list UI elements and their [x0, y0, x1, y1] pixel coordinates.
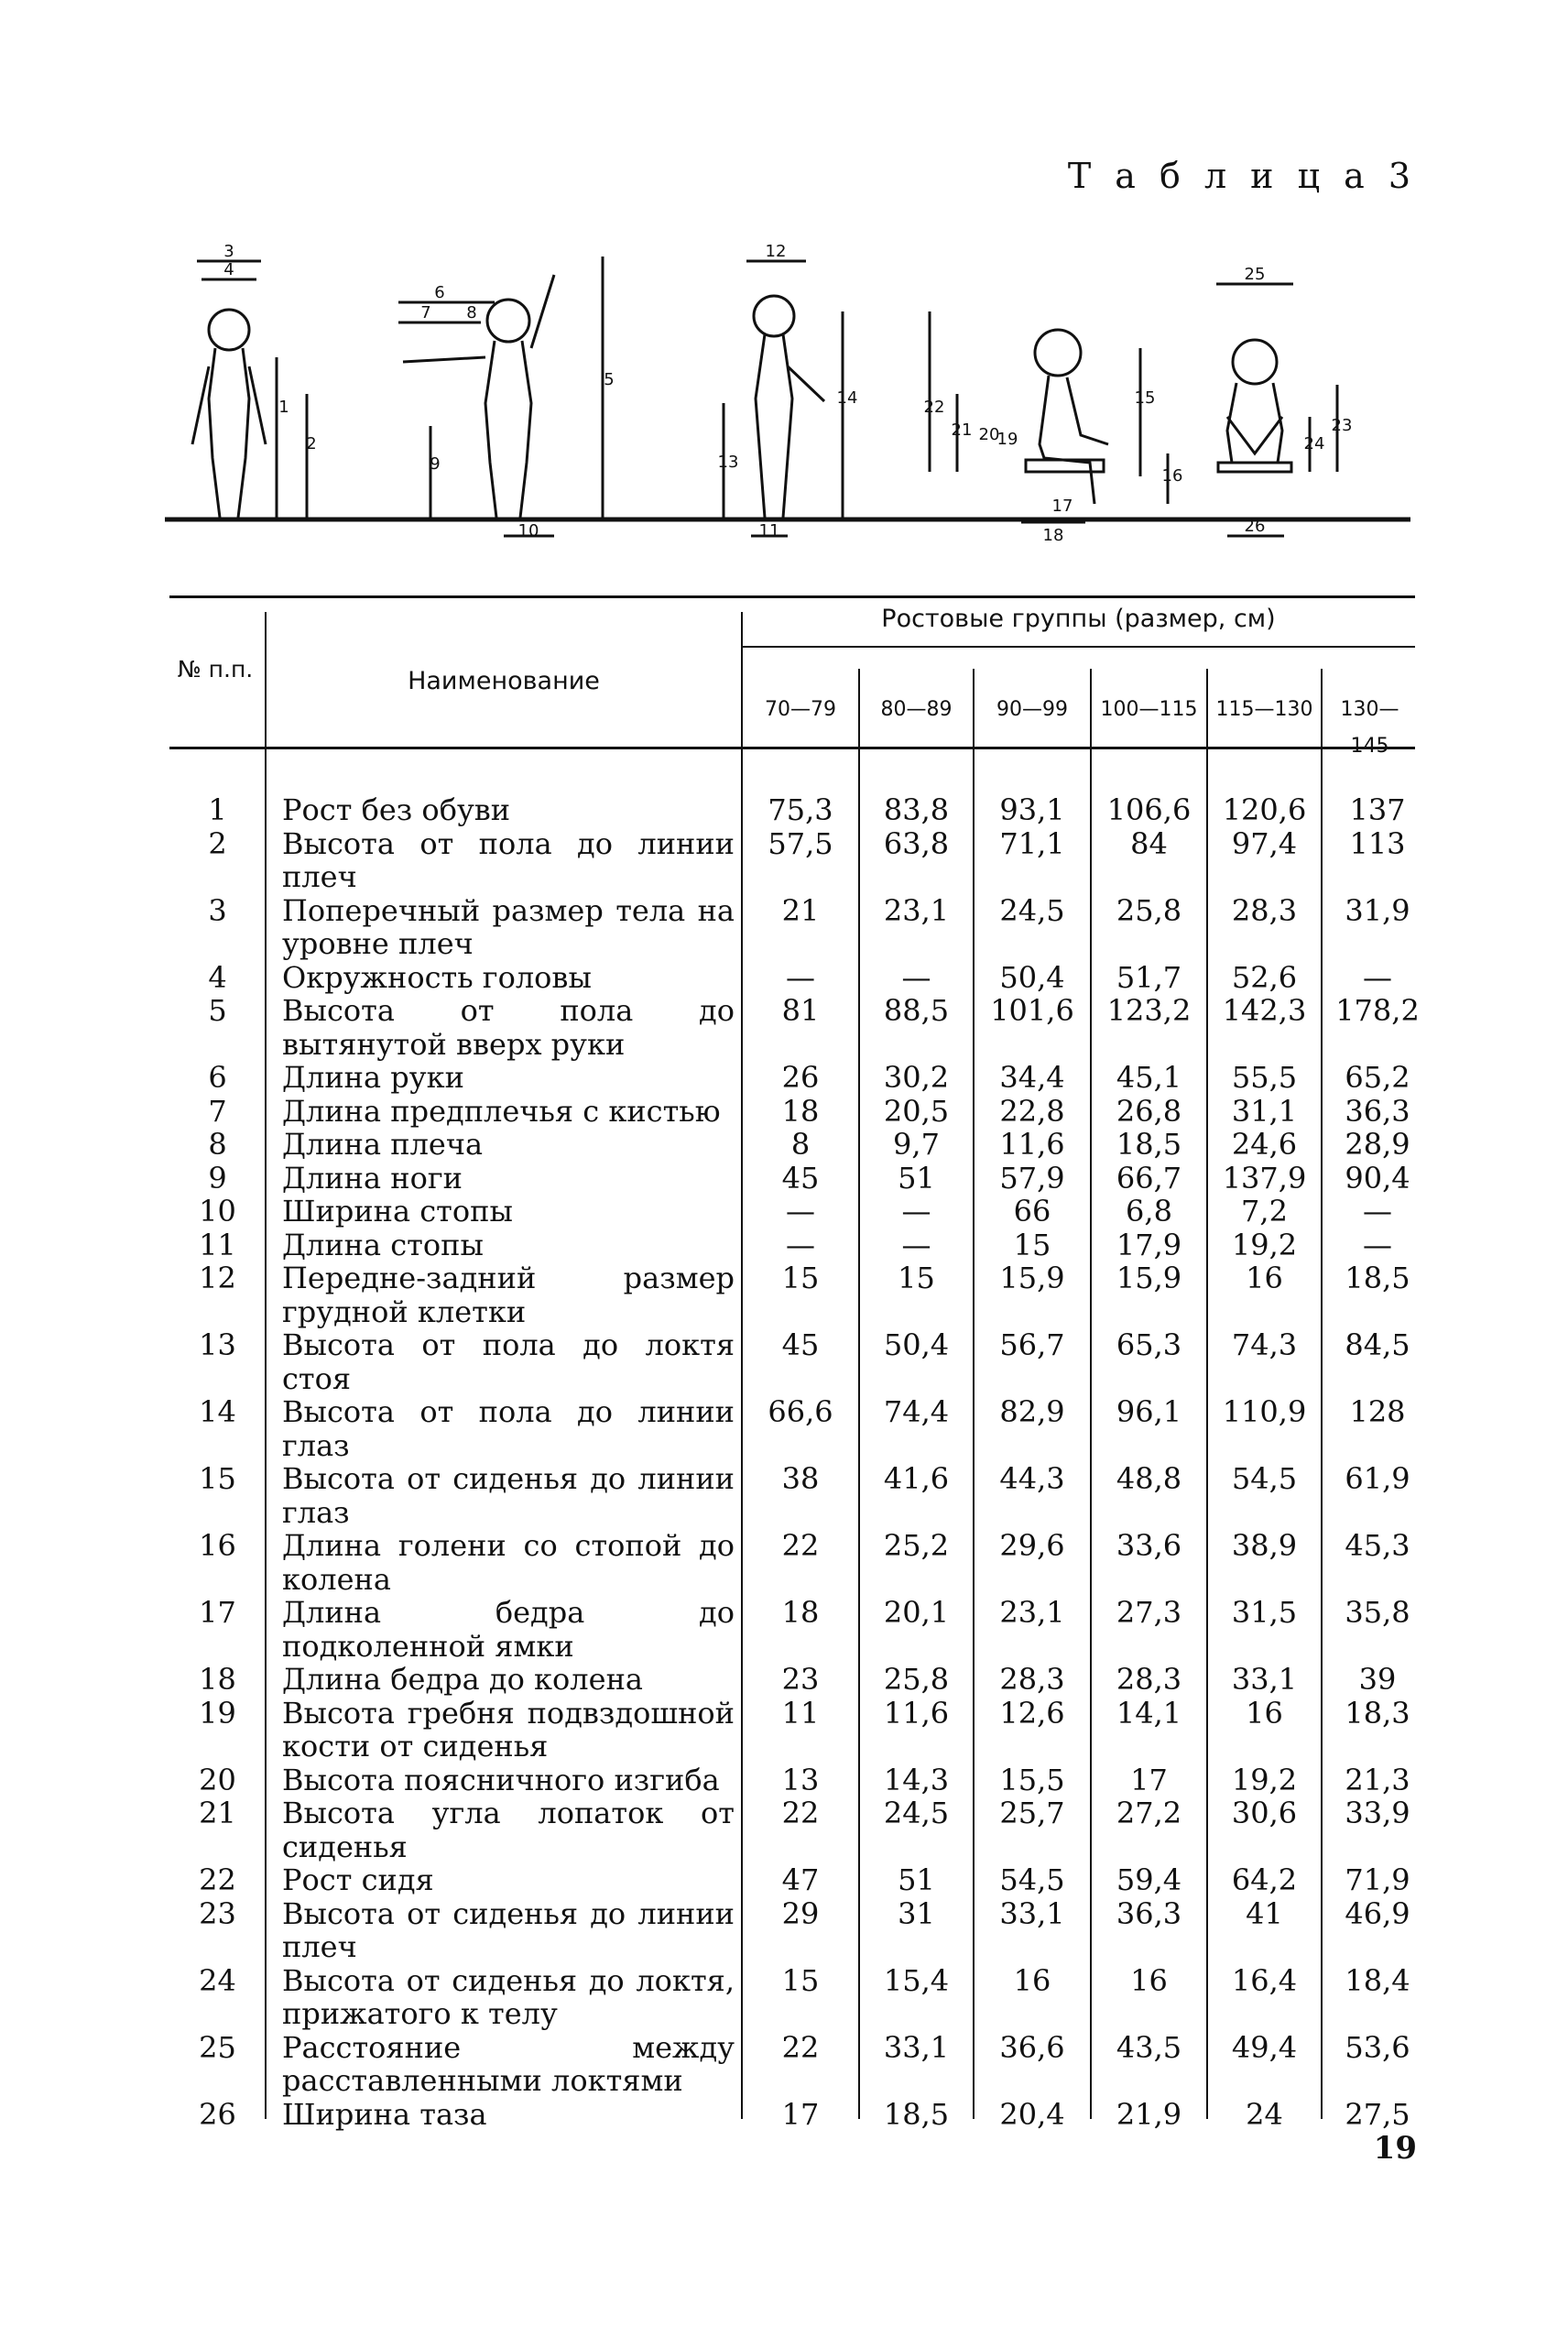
row-value: 38,9: [1231, 1528, 1298, 1563]
dimension-label: 26: [1244, 517, 1266, 536]
row-value: —: [1363, 959, 1392, 995]
table-row: [169, 1462, 1415, 1529]
row-value: 24,5: [883, 1796, 950, 1830]
row-value: 66: [1013, 1194, 1051, 1229]
row-name: Высота от пола до вытянутой вверх руки: [282, 993, 735, 1062]
row-value: 30,6: [1231, 1796, 1298, 1830]
row-value: 21,3: [1345, 1762, 1410, 1797]
table-row: [169, 1395, 1415, 1462]
row-value: 50,4: [883, 1327, 950, 1362]
row-value: 20,4: [999, 2096, 1065, 2132]
row-name: Рост без обуви: [282, 792, 511, 827]
row-value: 24,6: [1231, 1127, 1298, 1162]
row-value: 25,2: [883, 1528, 950, 1563]
row-name: Длина плеча: [282, 1127, 484, 1162]
group-header-rule: [742, 646, 1415, 648]
row-number: 1: [208, 792, 227, 827]
table-row: [169, 1095, 1415, 1129]
row-value: 45,3: [1345, 1528, 1410, 1563]
row-value: 25,8: [1116, 892, 1182, 928]
row-value: 26: [781, 1060, 820, 1095]
row-value: 15: [898, 1261, 935, 1295]
row-value: 110,9: [1222, 1394, 1307, 1429]
row-value: 21: [781, 892, 820, 928]
figure-standing-front: [192, 261, 307, 518]
row-number: 14: [199, 1394, 236, 1429]
row-name: Высота от сиденья до локтя, прижатого к телу: [282, 1962, 735, 2031]
row-value: 6,8: [1126, 1194, 1172, 1229]
row-value: —: [901, 959, 931, 995]
row-value: 30,2: [883, 1060, 950, 1095]
dimension-label: 4: [223, 260, 234, 279]
row-value: —: [901, 1227, 931, 1262]
row-value: 48,8: [1116, 1461, 1182, 1496]
dimension-label: 1: [278, 398, 289, 417]
table-row: [169, 894, 1415, 961]
dimension-label: 5: [604, 370, 615, 389]
row-number: 2: [208, 825, 227, 861]
row-value: 36,6: [999, 2029, 1065, 2065]
row-value: 61,9: [1345, 1461, 1410, 1496]
row-value: 18,4: [1345, 1962, 1410, 1998]
row-name: Длина ноги: [282, 1160, 463, 1196]
row-name: Высота от сиденья до линии глаз: [282, 1461, 735, 1530]
row-name: Длина бедра до колена: [282, 1662, 643, 1697]
table-row: [169, 1764, 1415, 1797]
row-value: 11,6: [883, 1695, 950, 1731]
row-name: Поперечный размер тела на уровне плеч: [282, 892, 735, 961]
row-value: 88,5: [883, 993, 950, 1028]
row-value: 15,5: [999, 1762, 1065, 1797]
row-number: 8: [208, 1127, 227, 1162]
row-value: 31,1: [1231, 1093, 1298, 1129]
row-value: 33,1: [883, 2029, 950, 2065]
row-value: 24: [1246, 2096, 1283, 2132]
row-value: 28,9: [1345, 1127, 1410, 1162]
row-value: 15: [1013, 1227, 1051, 1262]
row-value: 96,1: [1116, 1394, 1182, 1429]
row-value: 45: [781, 1327, 820, 1362]
row-value: 34,4: [999, 1060, 1065, 1095]
row-value: —: [1363, 1227, 1392, 1262]
row-number: 3: [208, 892, 227, 928]
table-row: [169, 1162, 1415, 1196]
row-value: 15: [781, 1261, 820, 1295]
row-value: 44,3: [999, 1461, 1065, 1496]
row-value: 15,9: [1116, 1261, 1182, 1295]
dimension-label: 16: [1161, 466, 1183, 486]
row-number: 18: [199, 1662, 236, 1697]
row-value: 137,9: [1222, 1160, 1307, 1196]
row-number: 19: [199, 1695, 236, 1731]
row-value: 28,3: [1231, 892, 1298, 928]
row-value: 83,8: [883, 792, 950, 827]
column-header-90-99: 90—99: [996, 698, 1068, 721]
row-value: 15: [781, 1962, 820, 1998]
row-name: Высота поясничного изгиба: [282, 1762, 720, 1797]
table-row: [169, 1195, 1415, 1229]
row-value: 31,5: [1231, 1595, 1298, 1630]
header-bottom-rule: [169, 747, 1415, 749]
row-number: 23: [199, 1895, 236, 1931]
column-header-80-89: 80—89: [880, 698, 953, 721]
dimension-label: 9: [430, 454, 441, 474]
row-value: 18: [781, 1093, 820, 1129]
row-value: 65,3: [1116, 1327, 1182, 1362]
row-value: 75,3: [768, 792, 833, 827]
row-value: —: [786, 959, 815, 995]
row-value: 82,9: [999, 1394, 1065, 1429]
dimension-label: 23: [1331, 416, 1353, 435]
row-number: 5: [208, 993, 227, 1028]
row-name: Длина голени со стопой до колена: [282, 1528, 735, 1597]
row-name: Ширина стопы: [282, 1194, 513, 1229]
row-value: 27,2: [1116, 1796, 1182, 1830]
table-top-rule: [169, 595, 1415, 598]
table-row: [169, 1328, 1415, 1395]
row-value: 26,8: [1116, 1093, 1182, 1129]
row-value: 33,9: [1345, 1796, 1410, 1830]
size-groups-header: Ростовые группы (размер, см): [881, 605, 1276, 633]
figure-sitting-front: [1216, 284, 1337, 536]
row-value: 18,3: [1345, 1695, 1410, 1731]
row-number: 7: [208, 1093, 227, 1129]
dimension-label: 25: [1244, 265, 1266, 284]
row-value: 33,1: [999, 1895, 1065, 1931]
row-value: 15,9: [999, 1261, 1065, 1295]
row-value: 142,3: [1222, 993, 1307, 1028]
row-value: 113: [1349, 825, 1406, 861]
row-number: 11: [199, 1227, 236, 1262]
dimension-label: 19: [996, 430, 1018, 449]
column-header-115-130: 115—130: [1215, 698, 1313, 721]
dimension-label: 10: [517, 521, 539, 541]
dimension-label: 2: [306, 434, 317, 453]
dimension-label: 15: [1134, 388, 1156, 408]
table-row: [169, 1261, 1415, 1328]
row-value: —: [1363, 1194, 1392, 1229]
row-number: 16: [199, 1528, 236, 1563]
row-value: 46,9: [1345, 1895, 1410, 1931]
row-value: 22: [781, 2029, 820, 2065]
row-value: 41,6: [883, 1461, 950, 1496]
row-value: 18: [781, 1595, 820, 1630]
row-value: 31: [898, 1895, 935, 1931]
dimension-label: 22: [923, 398, 945, 417]
row-number: 15: [199, 1461, 236, 1496]
table-row: [169, 1128, 1415, 1162]
row-value: 97,4: [1231, 825, 1298, 861]
row-number: 20: [199, 1762, 236, 1797]
table-row: [169, 1863, 1415, 1897]
row-number: 22: [199, 1862, 236, 1897]
row-value: 54,5: [1231, 1461, 1298, 1496]
row-name: Высота от сиденья до линии плеч: [282, 1895, 735, 1964]
row-value: 18,5: [1345, 1261, 1410, 1295]
table-row: [169, 1529, 1415, 1596]
row-value: 55,5: [1231, 1060, 1298, 1095]
table-row: [169, 961, 1415, 995]
row-name: Расстояние между расставленными локтями: [282, 2029, 735, 2098]
row-value: 14,3: [883, 1762, 950, 1797]
figure-standing-side: [724, 261, 843, 536]
row-number: 21: [199, 1796, 236, 1830]
row-number: 26: [199, 2096, 236, 2132]
row-value: 18,5: [883, 2096, 950, 2132]
row-value: 14,1: [1116, 1695, 1182, 1731]
row-value: 41: [1246, 1895, 1283, 1931]
row-value: 9,7: [893, 1127, 940, 1162]
row-number: 6: [208, 1060, 227, 1095]
row-value: 65,2: [1345, 1060, 1410, 1095]
dimension-label: 17: [1051, 497, 1073, 516]
row-value: 178,2: [1335, 993, 1420, 1028]
row-value: 71,1: [999, 825, 1065, 861]
row-name: Передне-задний размер грудной клетки: [282, 1261, 735, 1329]
dimension-label: 8: [466, 303, 477, 322]
row-value: 50,4: [999, 959, 1065, 995]
row-value: 43,5: [1116, 2029, 1182, 2065]
table-row: [169, 1663, 1415, 1697]
row-number: 13: [199, 1327, 236, 1362]
row-value: 27,3: [1116, 1595, 1182, 1630]
row-value: 22: [781, 1528, 820, 1563]
row-value: 66,7: [1116, 1160, 1182, 1196]
row-value: 28,3: [1116, 1662, 1182, 1697]
row-name: Высота от пола до линии плеч: [282, 825, 735, 894]
table-row: [169, 793, 1415, 827]
row-number: 4: [208, 959, 227, 995]
row-value: 66,6: [768, 1394, 833, 1429]
row-value: 16: [1246, 1261, 1283, 1295]
row-value: 93,1: [999, 792, 1065, 827]
row-number: 17: [199, 1595, 236, 1630]
row-name: Длина стопы: [282, 1227, 484, 1262]
row-value: 123,2: [1106, 993, 1192, 1028]
dimension-label: 12: [765, 242, 787, 261]
row-value: 33,1: [1231, 1662, 1298, 1697]
row-value: 59,4: [1116, 1862, 1182, 1897]
row-value: 36,3: [1116, 1895, 1182, 1931]
dimension-label: 6: [434, 283, 445, 302]
row-value: 23,1: [883, 892, 950, 928]
dimension-label: 20: [978, 425, 1000, 444]
row-value: 17: [781, 2096, 820, 2132]
row-name: Высота от пола до локтя стоя: [282, 1327, 735, 1396]
row-value: 8: [790, 1127, 811, 1162]
row-value: 7,2: [1241, 1194, 1288, 1229]
row-value: —: [786, 1227, 815, 1262]
row-value: 120,6: [1222, 792, 1307, 827]
row-value: 128: [1349, 1394, 1406, 1429]
row-value: 28,3: [999, 1662, 1065, 1697]
row-value: 47: [781, 1862, 820, 1897]
table-row: [169, 2098, 1415, 2132]
row-number: 25: [199, 2029, 236, 2065]
row-value: 18,5: [1116, 1127, 1182, 1162]
row-value: 15,4: [883, 1962, 950, 1998]
page-number: 19: [1373, 2130, 1417, 2167]
row-value: 16: [1246, 1695, 1283, 1731]
row-value: 101,6: [990, 993, 1074, 1028]
figure-sitting-side: [930, 311, 1168, 522]
row-value: 52,6: [1231, 959, 1298, 995]
table-row: [169, 1796, 1415, 1863]
row-value: 19,2: [1231, 1227, 1298, 1262]
row-value: 74,4: [883, 1394, 950, 1429]
row-value: 54,5: [999, 1862, 1065, 1897]
dimension-label: 18: [1042, 526, 1064, 545]
row-value: 39: [1358, 1662, 1397, 1697]
row-value: 27,5: [1345, 2096, 1410, 2132]
row-value: —: [786, 1194, 815, 1229]
row-value: 38: [781, 1461, 820, 1496]
row-value: 17: [1130, 1762, 1168, 1797]
table-row: [169, 1596, 1415, 1663]
table-row: [169, 1897, 1415, 1964]
table-row: [169, 2031, 1415, 2098]
row-name: Длина руки: [282, 1060, 464, 1095]
row-value: 106,6: [1106, 792, 1192, 827]
row-value: 74,3: [1231, 1327, 1298, 1362]
dimension-label: 14: [836, 388, 858, 408]
row-value: 23: [781, 1662, 820, 1697]
row-value: 16,4: [1231, 1962, 1298, 1998]
row-name: Высота гребня подвздошной кости от сиденья: [282, 1695, 735, 1764]
number-column-header: № п.п.: [177, 656, 254, 683]
table-row: [169, 827, 1415, 894]
row-value: 36,3: [1345, 1093, 1410, 1129]
row-value: 16: [1013, 1962, 1051, 1998]
row-value: 63,8: [883, 825, 950, 861]
dimension-label: 7: [420, 303, 431, 322]
row-value: 84: [1130, 825, 1168, 861]
row-value: 19,2: [1231, 1762, 1298, 1797]
row-number: 10: [199, 1194, 236, 1229]
row-value: 81: [781, 993, 820, 1028]
row-value: 20,1: [883, 1595, 950, 1630]
name-column-header: Наименование: [408, 667, 600, 695]
row-value: 29,6: [999, 1528, 1065, 1563]
row-value: 22: [781, 1796, 820, 1830]
row-number: 24: [199, 1962, 236, 1998]
row-value: 13: [781, 1762, 820, 1797]
row-value: 25,7: [999, 1796, 1065, 1830]
row-value: 56,7: [999, 1327, 1065, 1362]
dimension-label: 11: [758, 521, 780, 541]
row-value: 24,5: [999, 892, 1065, 928]
row-value: 45: [781, 1160, 820, 1196]
row-value: —: [901, 1194, 931, 1229]
table-row: [169, 1061, 1415, 1095]
row-value: 90,4: [1345, 1160, 1410, 1196]
table-row: [169, 1697, 1415, 1764]
row-value: 45,1: [1116, 1060, 1182, 1095]
row-value: 23,1: [999, 1595, 1065, 1630]
row-value: 25,8: [883, 1662, 950, 1697]
row-value: 51,7: [1116, 959, 1182, 995]
row-value: 11,6: [999, 1127, 1065, 1162]
table-body: [169, 792, 1420, 2132]
row-value: 137: [1349, 792, 1406, 827]
row-value: 71,9: [1345, 1862, 1410, 1897]
column-header-130-145: 130—145: [1340, 698, 1399, 758]
table-row: [169, 993, 1420, 1062]
row-value: 35,8: [1345, 1595, 1410, 1630]
row-name: Ширина таза: [282, 2096, 487, 2132]
row-value: 17,9: [1116, 1227, 1182, 1262]
dimension-label: 21: [951, 420, 973, 440]
row-value: 49,4: [1231, 2029, 1298, 2065]
row-value: 64,2: [1231, 1862, 1298, 1897]
row-value: 53,6: [1345, 2029, 1410, 2065]
row-value: 31,9: [1345, 892, 1410, 928]
row-value: 21,9: [1116, 2096, 1182, 2132]
row-value: 20,5: [883, 1093, 950, 1129]
row-value: 33,6: [1116, 1528, 1182, 1563]
dimension-label: 3: [223, 242, 234, 261]
row-number: 9: [208, 1160, 227, 1196]
column-header-100-115: 100—115: [1100, 698, 1198, 721]
table-row: [169, 1229, 1415, 1262]
row-value: 12,6: [999, 1695, 1065, 1731]
row-name: Окружность головы: [282, 959, 592, 995]
column-header-70-79: 70—79: [765, 698, 836, 721]
row-value: 22,8: [999, 1093, 1065, 1129]
table-row: [169, 1964, 1415, 2031]
row-name: Рост сидя: [282, 1862, 434, 1897]
row-name: Длина бедра до подколенной ямки: [282, 1595, 735, 1664]
row-name: Высота от пола до линии глаз: [282, 1394, 735, 1463]
dimension-label: 24: [1303, 434, 1325, 453]
row-name: Длина предплечья с кистью: [282, 1093, 721, 1129]
figure-arm-raised: [398, 257, 603, 536]
row-value: 16: [1130, 1962, 1168, 1998]
row-value: 11: [781, 1695, 820, 1731]
row-value: 84,5: [1345, 1327, 1410, 1362]
table-title: Т а б л и ц а 3: [1067, 156, 1417, 196]
row-value: 51: [898, 1160, 935, 1196]
row-value: 29: [781, 1895, 820, 1931]
measurement-diagram: [165, 220, 1410, 568]
row-name: Высота угла лопаток от сиденья: [282, 1796, 735, 1864]
row-value: 57,9: [999, 1160, 1065, 1196]
row-value: 57,5: [768, 825, 833, 861]
row-value: 51: [898, 1862, 935, 1897]
dimension-label: 13: [717, 453, 739, 472]
row-number: 12: [199, 1261, 236, 1295]
